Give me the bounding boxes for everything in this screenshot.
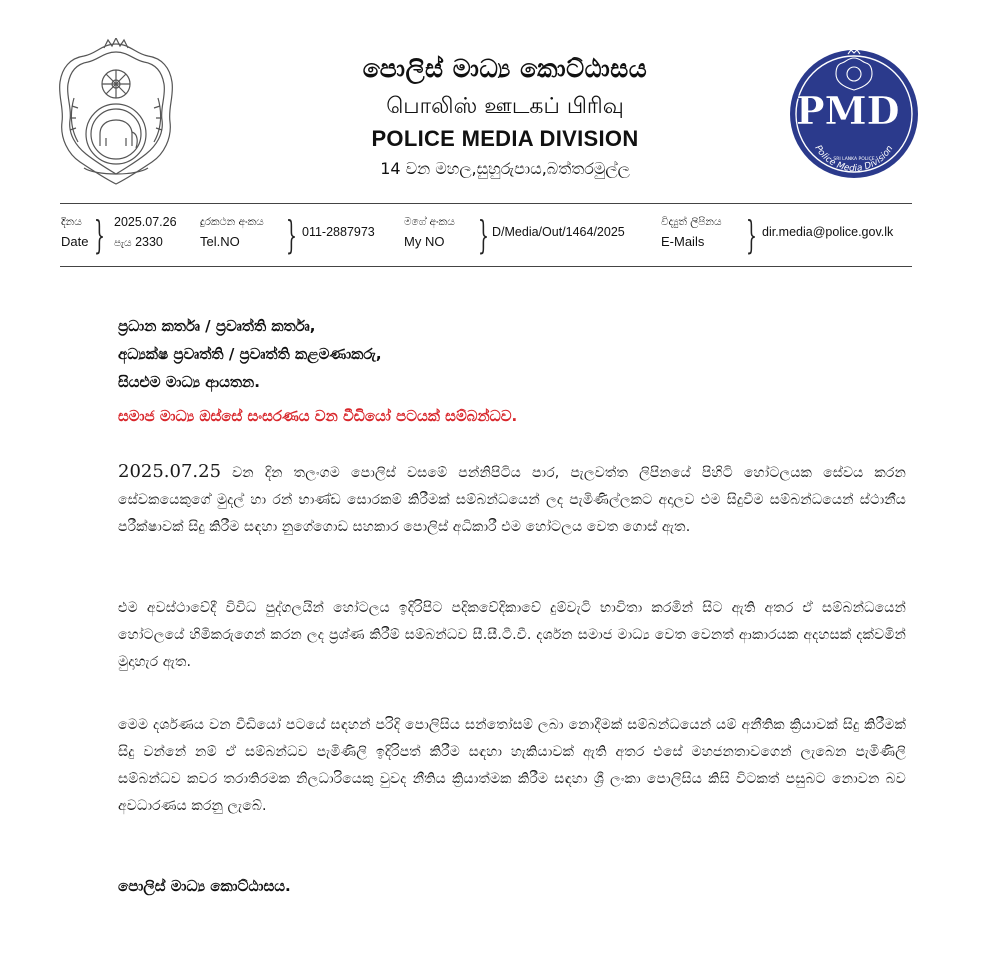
tel-label-block: [200, 212, 264, 252]
reference-number: D/Media/Out/1464/2025: [492, 225, 625, 239]
tel-value: [302, 222, 375, 242]
time-prefix: පැය: [114, 237, 132, 249]
incident-date: 2025.07.25: [118, 461, 222, 482]
my-no-label-english: My NO: [404, 234, 445, 249]
my-no-value: [492, 222, 625, 242]
addressee-line-3: සියළුම මාධ්‍ය ආයතන.: [118, 373, 260, 391]
addressee-line-2: අධ්‍යක්ෂ ප්‍රවෘත්ති / ප්‍රවෘත්ති කළමණාකරු,: [118, 345, 382, 363]
email-label-sinhala: විද්‍යුත් ලිපිනය: [661, 216, 722, 228]
time-value: 2330: [135, 235, 163, 249]
my-no-label-sinhala: මගේ අංකය: [404, 216, 455, 228]
org-name-tamil: பொலிஸ் ஊடகப் பிரிவு: [386, 94, 624, 119]
date-value: 2025.07.26: [114, 215, 177, 229]
org-address: 14 වන මහල,සුහුරුපාය,බත්තරමුල්ල: [380, 159, 630, 178]
paragraph-3: මෙම දර්ශණය වන වීඩියෝ පටයේ සඳහන් පරිදි පොලිසිය සන්තෝසම් ලබා නොදීමක් සම්බන්ධයෙන් යම් අනීතික ක්‍රියාවක් සිදු කිරීමක් සිදු වන්නේ නම් ඒ සම්බන්ධව පැමිණිලි ඉදිරිපත් කිරීම සඳහා හැකියාවක් ඇති අතර එසේ මහජනතාවගෙන් ලැබෙන පැමිණිලි සම්බන්ධව කවර තරාතිරමක නිලධාරියෙකු වුවද නීතිය ක්‍රියාත්මක කිරීම සඳහා ශ්‍රී ලංකා පොලිසිය කිසි විටකත් පසුබට නොවන බව අවධාරණය කරනු ලැබේ.: [118, 717, 906, 814]
sri-lanka-police-seal-icon: [52, 38, 180, 188]
brace-icon: }: [94, 213, 105, 257]
tel-label-sinhala: දුරකථන අංකය: [200, 216, 264, 228]
signoff: පොලිස් මාධ්‍ය කොට්ඨාසය.: [118, 877, 291, 895]
paragraph-1: [118, 458, 906, 541]
brace-icon: }: [478, 213, 489, 257]
addressee-line-1: ප්‍රධාන කර්තෘ / ප්‍රවෘත්ති කර්තෘ,: [118, 317, 316, 335]
letterhead: [300, 50, 710, 182]
tel-label-english: Tel.NO: [200, 234, 240, 249]
addressee-block: [118, 312, 382, 396]
my-no-label-block: [404, 212, 455, 252]
subject-line: සමාජ මාධ්‍ය ඔස්සේ සංසරණය වන වීඩියෝ පටයක් සම්බන්ධව.: [118, 407, 518, 425]
paragraph-1-text: වන දින තලංගම පොලිස් වසමේ පන්නිපිටිය පාර, පැලවත්ත ලිපිනයේ පිහිටි හෝටලයක සේවය කරන සේවකයෙකුගේ මුදල් හා රන් භාණ්ඩ සොරකම් කිරීමක් සම්බන්ධයෙන් ලද පැමිණිල්ලකට අදාලව එම සිදුවීම සම්බන්ධයෙන් ස්ථානීය පරීක්ෂාවක් සිදු කිරීම සඳහා නුගේගොඩ සහකාර පොලිස් අධිකාරී එම හෝටලය වෙත ගොස් ඇත.: [118, 465, 906, 535]
letter-info-bar: [60, 203, 912, 267]
pmd-logo-subtext2: SRI LANKA POLICE: [833, 157, 875, 162]
email-label-english: E-Mails: [661, 234, 705, 249]
date-value-block: [114, 212, 177, 253]
date-label-english: Date: [61, 234, 89, 249]
email-value: [762, 222, 893, 242]
pmd-logo-text: PMD: [796, 88, 900, 133]
brace-icon: }: [746, 213, 757, 257]
brace-icon: }: [286, 213, 297, 257]
email-address: dir.media@police.gov.lk: [762, 225, 894, 239]
paragraph-2: එම අවස්ථාවේදී විවිධ පුද්ගලයින් හෝටලය ඉදිරිපිට පදිකවේදිකාවේ දුම්වැටි භාවිතා කරමින් සිට ඇති අතර ඒ සම්බන්ධයෙන් හෝටලයේ හිමිකරුගෙන් කරන ලද ප්‍රශ්ණ කිරීම් සම්බන්ධව සී.සී.ටී.වී. දර්ශන සමාජ මාධ්‍ය වෙත වෙනත් ආකාරයක අදහසක් දක්වමින් මුදාහැර ඇත.: [118, 600, 906, 670]
org-name-english: POLICE MEDIA DIVISION: [371, 126, 639, 151]
pmd-logo-icon: [788, 48, 920, 180]
date-label-block: [61, 212, 88, 252]
org-name-sinhala: පොලිස් මාධ්‍ය කොට්ඨාසය: [362, 54, 648, 83]
email-label-block: [661, 212, 722, 252]
pmd-logo-subtext: Police Media Division: [812, 143, 896, 174]
tel-number: 011-2887973: [302, 225, 375, 239]
date-label-sinhala: දිනය: [61, 216, 82, 228]
